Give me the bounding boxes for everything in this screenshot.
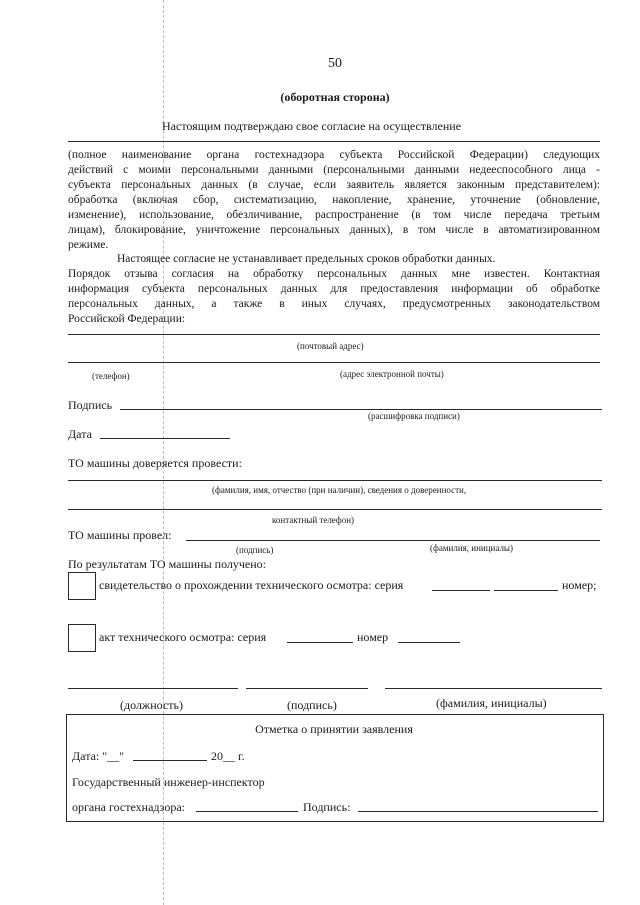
trusted-contact-line[interactable] (68, 509, 602, 510)
consent-line-4: обработка (включая сбор, систематизацию, накопление, хранение, уточнение (обновление, (68, 194, 600, 206)
consent-line-7: режиме. (68, 239, 109, 251)
bottom-fio-caption: (фамилия, инициалы) (436, 696, 547, 710)
signature-decode-caption: (расшифровка подписи) (368, 411, 460, 421)
bottom-fio-line[interactable] (385, 688, 602, 689)
act-series-line[interactable] (287, 642, 353, 643)
agency-label: органа гостехнадзора: (72, 800, 185, 814)
consent-line-5: изменение), использование, обезличивание, распространение (в том числе передача третьим (68, 209, 600, 221)
fio-initials-caption: (фамилия, инициалы) (430, 543, 513, 553)
signature-line[interactable] (120, 409, 602, 410)
bottom-signature-caption: (подпись) (287, 698, 337, 712)
acceptance-year: 20__ г. (211, 749, 245, 763)
agency-name-line[interactable] (68, 141, 600, 142)
postal-caption: (почтовый адрес) (297, 341, 364, 351)
acceptance-signature-label: Подпись: (303, 800, 351, 814)
agency-line[interactable] (196, 811, 298, 812)
act-number-label: номер (357, 630, 389, 644)
position-line[interactable] (68, 688, 238, 689)
consent-line-6: лицам), блокирование, уничтожение персональных данных), в том числе в автоматизированном (68, 224, 600, 236)
date-line[interactable] (100, 438, 230, 439)
email-caption: (адрес электронной почты) (340, 369, 444, 379)
phone-caption: (телефон) (92, 371, 130, 381)
postal-address-line[interactable] (68, 334, 600, 335)
inspector-label: Государственный инженер-инспектор (72, 775, 265, 789)
certificate-series-line-1[interactable] (432, 590, 490, 591)
acceptance-title: Отметка о принятии заявления (255, 722, 413, 736)
act-label: акт технического осмотра: серия (99, 630, 267, 644)
term-line: Настоящее согласие не устанавливает предельных сроков обработки данных. (117, 253, 496, 265)
act-checkbox[interactable] (68, 624, 96, 652)
fio-trust-caption: (фамилия, имя, отчество (при наличии), сведения о доверенности, (212, 485, 467, 495)
acceptance-signature-line[interactable] (358, 811, 598, 812)
signature-label: Подпись (68, 398, 113, 412)
consent-line-3: субъекта персональных данных (в случае, если заявитель является законным представителем): (68, 179, 600, 191)
position-caption: (должность) (120, 698, 183, 712)
revoke-line-1: Порядок отзыва согласия на обработку персональных данных мне известен. Контактная (68, 268, 600, 280)
signature-caption: (подпись) (236, 545, 274, 555)
certificate-checkbox[interactable] (68, 572, 96, 600)
bottom-signature-line[interactable] (246, 688, 368, 689)
to-done-label: ТО машины провел: (68, 528, 172, 542)
contact-phone-caption: контактный телефон) (272, 515, 355, 525)
certificate-label: свидетельство о прохождении технического осмотра: серия (99, 578, 404, 592)
act-number-line[interactable] (398, 642, 460, 643)
phone-email-line[interactable] (68, 362, 600, 363)
revoke-line-2: информация субъекта персональных данных для предоставления информации об обработке (68, 283, 600, 295)
to-trusted-label: ТО машины доверяется провести: (68, 456, 242, 470)
side-label: (оборотная сторона) (280, 90, 390, 104)
to-done-line[interactable] (186, 540, 600, 541)
results-label: По результатам ТО машины получено: (68, 557, 267, 571)
page-number: 50 (328, 56, 342, 71)
acceptance-month-line[interactable] (133, 760, 207, 761)
certificate-number-label: номер; (562, 578, 597, 592)
acceptance-date-prefix: Дата: "__" (72, 749, 125, 763)
revoke-line-3: персональных данных, а также в иных случаях, предусмотренных законодательством (68, 298, 600, 310)
date-label: Дата (68, 427, 92, 441)
consent-intro: Настоящим подтверждаю свое согласие на осуществление (162, 119, 462, 133)
trusted-person-line[interactable] (68, 480, 602, 481)
consent-line-1: (полное наименование органа гостехнадзора субъекта Российской Федерации) следующих (68, 149, 600, 161)
certificate-series-line-2[interactable] (494, 590, 558, 591)
revoke-line-4: Российской Федерации: (68, 313, 186, 325)
consent-line-2: действий с моими персональными данными (персональными данными недееспособного лица - (68, 164, 600, 176)
